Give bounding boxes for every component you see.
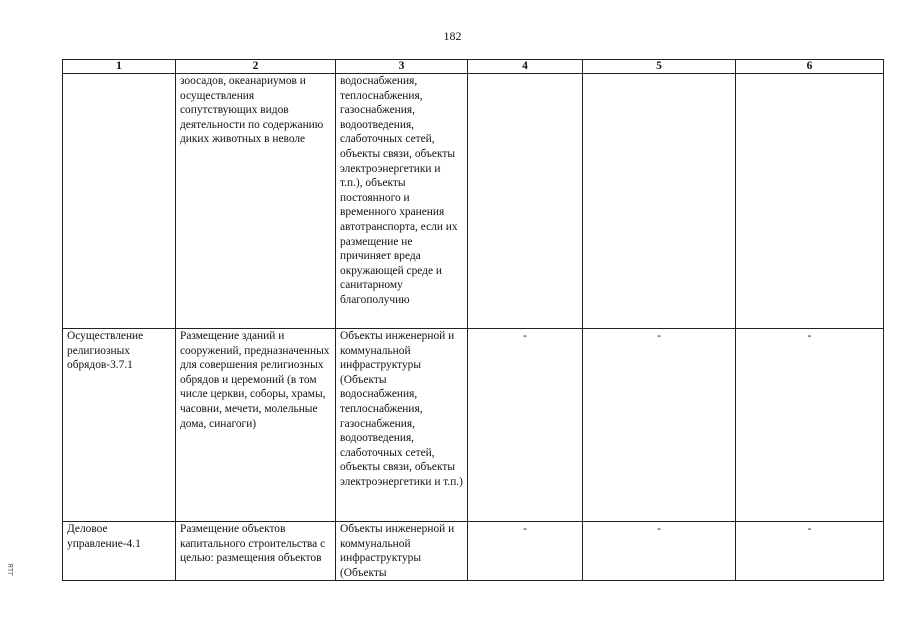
column-header: 6 <box>736 60 884 74</box>
table-cell: Размещение объектов капитального строительства с целью: размещения объектов <box>176 522 336 581</box>
table-cell: - <box>736 522 884 581</box>
table-cell: зоосадов, океанариумов и осуществления сопутствующих видов деятельности по содержанию диких животных в неволе <box>176 74 336 329</box>
table-cell: - <box>583 329 736 522</box>
column-header: 2 <box>176 60 336 74</box>
table-row <box>63 74 884 329</box>
table-cell: Осуществление религиозных обрядов-3.7.1 <box>63 329 176 522</box>
column-header: 3 <box>336 60 468 74</box>
column-header: 4 <box>468 60 583 74</box>
table-row <box>63 522 884 581</box>
table-cell: - <box>468 522 583 581</box>
table-cell <box>736 74 884 329</box>
table-cell <box>63 74 176 329</box>
table-cell: Деловое управление-4.1 <box>63 522 176 581</box>
document-table <box>62 59 884 581</box>
table-cell: Объекты инженерной и коммунальной инфраструктуры (Объекты водоснабжения, теплоснабжения, газоснабжения, водоотведения, слаботочных сетей, объекты связи, объекты электроэнергетики и т.п.) <box>336 329 468 522</box>
table-cell: Объекты инженерной и коммунальной инфраструктуры (Объекты <box>336 522 468 581</box>
column-header: 1 <box>63 60 176 74</box>
table-cell: Размещение зданий и сооружений, предназначенных для совершения религиозных обрядов и церемоний (в том числе церкви, соборы, храмы, часовни, мечети, молельные дома, синагоги) <box>176 329 336 522</box>
table-cell: - <box>468 329 583 522</box>
column-header: 5 <box>583 60 736 74</box>
table-cell: - <box>736 329 884 522</box>
table-header-row <box>63 60 884 74</box>
table-cell: водоснабжения, теплоснабжения, газоснабжения, водоотведения, слаботочных сетей, объекты связи, объекты электроэнергетики и т.п.), объекты постоянного и временного хранения автотранспорта, если их размещение не причиняет вреда окружающей среде и санитарному благополучию <box>336 74 468 329</box>
table-cell: - <box>583 522 736 581</box>
margin-mark: ЯТГ <box>6 563 14 577</box>
page-number: 182 <box>443 29 462 43</box>
table-cell <box>583 74 736 329</box>
table-row <box>63 329 884 522</box>
table-cell <box>468 74 583 329</box>
